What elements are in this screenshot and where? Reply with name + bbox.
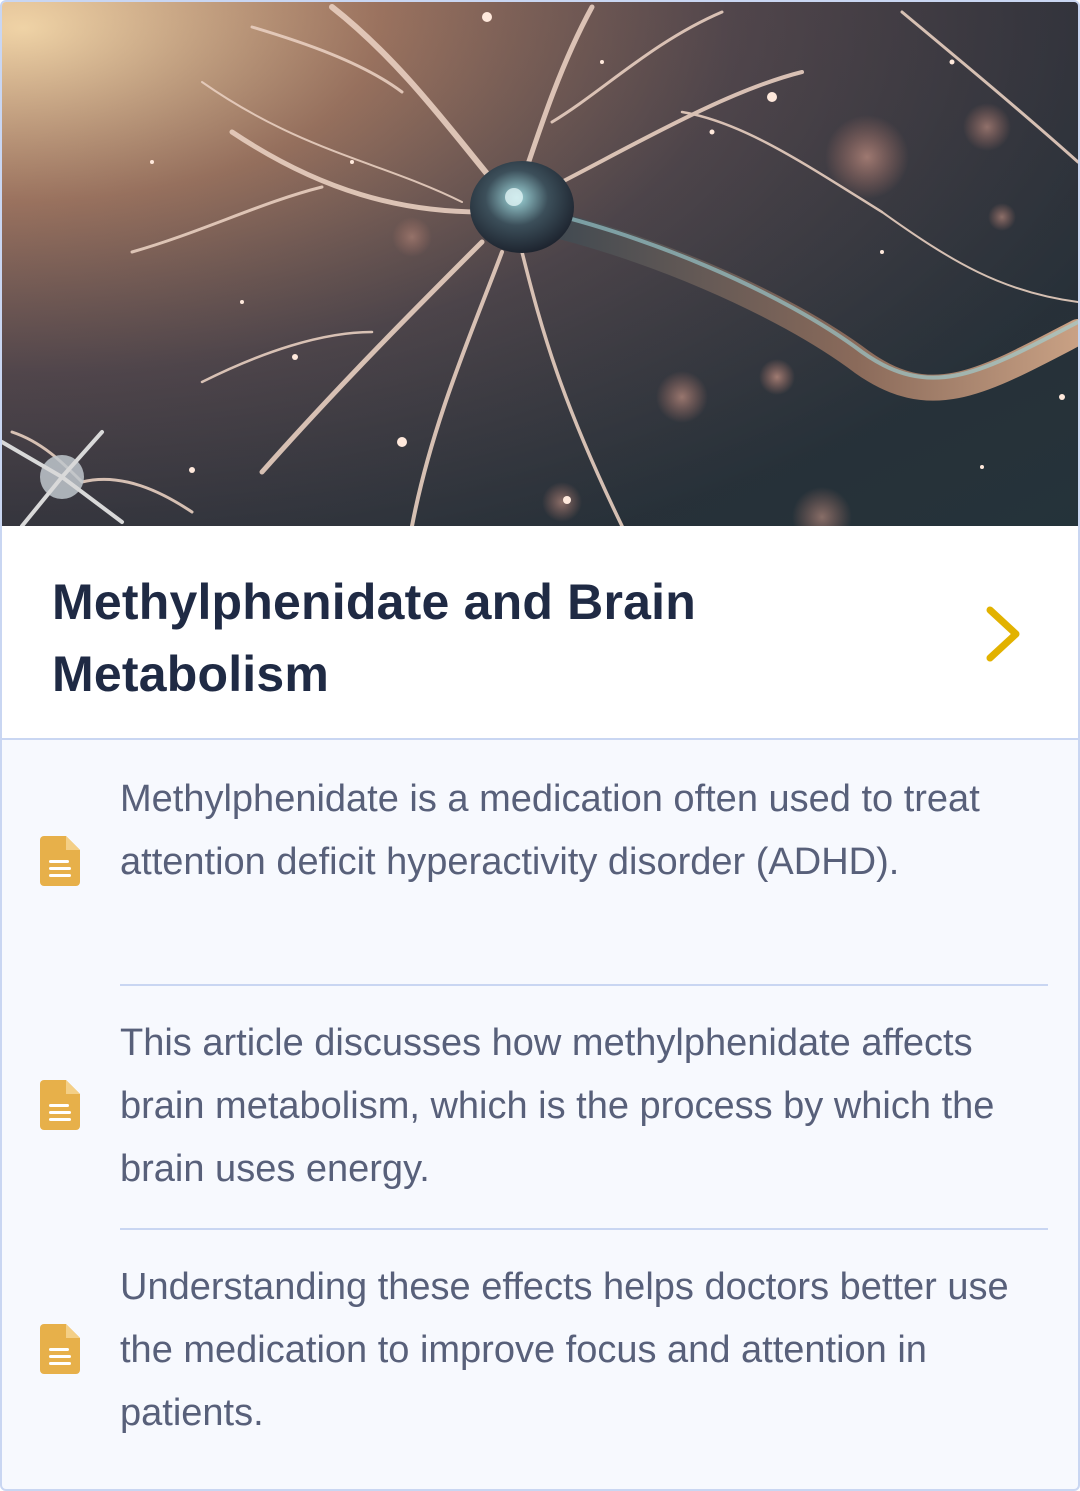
hero-image: [2, 2, 1078, 526]
chevron-right-icon[interactable]: [980, 602, 1028, 666]
list-item-text: Understanding these effects helps doctors better use the medication to improve focus and attention in patients.: [120, 1266, 1009, 1434]
article-title-row[interactable]: [2, 526, 1078, 740]
list-item: [2, 986, 1078, 1228]
list-item: [2, 742, 1078, 984]
document-icon: [40, 1080, 80, 1130]
list-item-text: This article discusses how methylphenidate affects brain metabolism, which is the process by which the brain uses energy.: [120, 1022, 995, 1190]
document-icon: [40, 1324, 80, 1374]
neuron-illustration: [2, 2, 1078, 526]
document-icon: [40, 836, 80, 886]
article-title: Methylphenidate and Brain Metabolism: [52, 574, 696, 702]
list-item: [2, 1230, 1078, 1480]
list-item-text: Methylphenidate is a medication often used to treat attention deficit hyperactivity disorder (ADHD).: [120, 778, 980, 883]
